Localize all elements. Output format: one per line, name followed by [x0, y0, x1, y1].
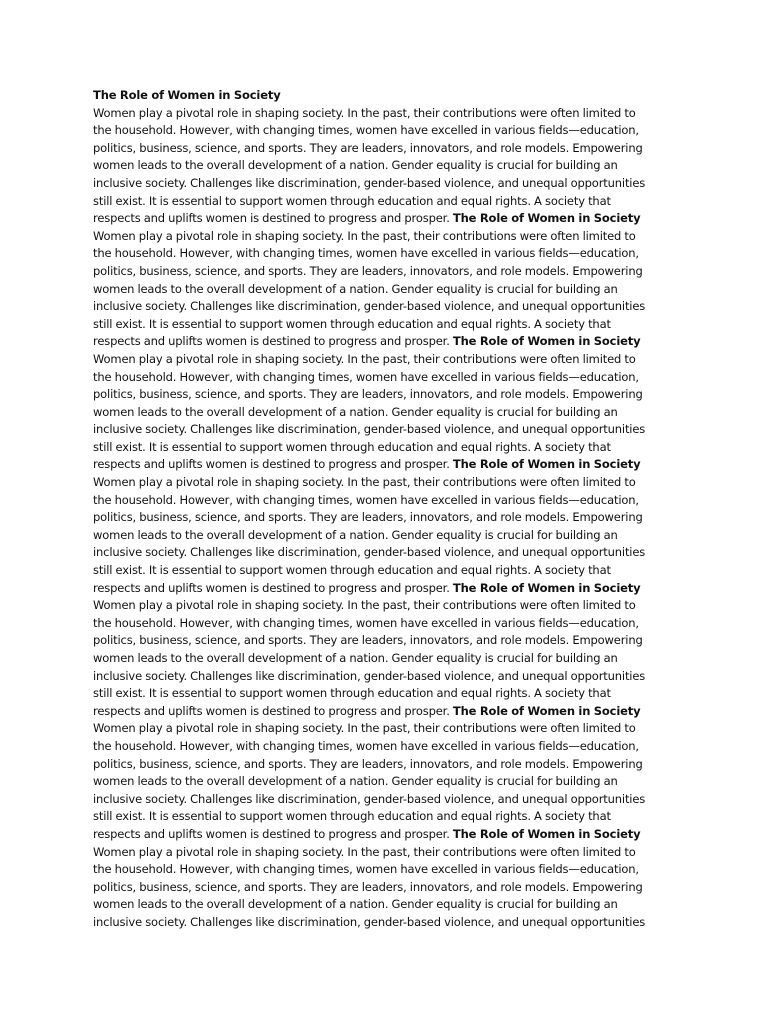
body-text: women leads to the overall development of a nation. Gender equality is crucial for building an [93, 774, 618, 789]
text-line [93, 263, 669, 281]
text-line [93, 650, 669, 668]
body-text: Women play a pivotal role in shaping society. In the past, their contributions were often limited to [93, 844, 636, 859]
body-text: the household. However, with changing times, women have excelled in various fields—education, [93, 615, 639, 630]
body-text: Women play a pivotal role in shaping society. In the past, their contributions were often limited to [93, 721, 636, 736]
body-text: politics, business, science, and sports. They are leaders, innovators, and role models. Empowering [93, 633, 643, 648]
text-line [93, 738, 669, 756]
text-line [93, 316, 669, 334]
body-text: women leads to the overall development of a nation. Gender equality is crucial for building an [93, 404, 618, 419]
body-text: respects and uplifts women is destined to progress and prosper. [93, 211, 453, 226]
section-heading: The Role of Women in Society [452, 826, 641, 841]
body-text: Women play a pivotal role in shaping society. In the past, their contributions were often limited to [93, 598, 636, 613]
text-line [93, 668, 669, 686]
body-text: the household. However, with changing times, women have excelled in various fields—education, [93, 369, 639, 384]
text-line [93, 861, 669, 879]
text-line [93, 369, 669, 387]
text-line [93, 193, 669, 211]
text-line [93, 281, 669, 299]
section-heading: The Role of Women in Society [452, 334, 641, 349]
text-line [93, 580, 669, 598]
text-line [93, 140, 669, 158]
text-line [93, 509, 669, 527]
body-text: still exist. It is essential to support women through education and equal rights. A society that [93, 686, 611, 701]
section-heading: The Role of Women in Society [93, 88, 281, 102]
body-text: the household. However, with changing times, women have excelled in various fields—education, [93, 862, 639, 877]
text-line [93, 615, 669, 633]
body-text: the household. However, with changing times, women have excelled in various fields—education, [93, 738, 639, 753]
body-text: inclusive society. Challenges like discrimination, gender-based violence, and unequal opportunities [93, 175, 646, 190]
text-line [93, 844, 669, 862]
text-line [93, 105, 669, 123]
text-line [93, 87, 669, 105]
text-line [93, 527, 669, 545]
section-heading: The Role of Women in Society [452, 580, 641, 595]
text-line [93, 879, 669, 897]
body-text: respects and uplifts women is destined to progress and prosper. [93, 703, 453, 718]
body-text: inclusive society. Challenges like discrimination, gender-based violence, and unequal opportunities [93, 791, 646, 806]
text-line [93, 386, 669, 404]
text-line [93, 421, 669, 439]
body-text: still exist. It is essential to support women through education and equal rights. A society that [93, 809, 611, 824]
text-line [93, 826, 669, 844]
body-text: respects and uplifts women is destined to progress and prosper. [93, 334, 453, 349]
text-line [93, 914, 669, 932]
section-heading: The Role of Women in Society [452, 457, 641, 472]
body-text: politics, business, science, and sports. They are leaders, innovators, and role models. Empowering [93, 510, 643, 525]
text-line [93, 351, 669, 369]
body-text: respects and uplifts women is destined to progress and prosper. [93, 826, 453, 841]
text-line [93, 439, 669, 457]
text-line [93, 562, 669, 580]
text-line [93, 175, 669, 193]
body-text: inclusive society. Challenges like discrimination, gender-based violence, and unequal opportunities [93, 545, 646, 560]
body-text: the household. However, with changing times, women have excelled in various fields—education, [93, 123, 639, 138]
text-line [93, 597, 669, 615]
body-text: politics, business, science, and sports. They are leaders, innovators, and role models. Empowering [93, 140, 643, 155]
body-text: respects and uplifts women is destined to progress and prosper. [93, 457, 453, 472]
body-text: women leads to the overall development of a nation. Gender equality is crucial for building an [93, 897, 618, 912]
body-text: still exist. It is essential to support women through education and equal rights. A society that [93, 316, 611, 331]
text-line [93, 298, 669, 316]
text-line [93, 773, 669, 791]
body-text: inclusive society. Challenges like discrimination, gender-based violence, and unequal opportunities [93, 299, 646, 314]
text-line [93, 756, 669, 774]
text-line [93, 122, 669, 140]
text-line [93, 333, 669, 351]
body-text: women leads to the overall development of a nation. Gender equality is crucial for building an [93, 651, 618, 665]
text-line [93, 791, 669, 809]
section-heading: The Role of Women in Society [452, 703, 641, 718]
body-text: inclusive society. Challenges like discrimination, gender-based violence, and unequal opportunities [93, 422, 646, 437]
body-text: Women play a pivotal role in shaping society. In the past, their contributions were often limited to [93, 351, 636, 366]
body-text: inclusive society. Challenges like discrimination, gender-based violence, and unequal opportunities [93, 914, 646, 929]
body-text: politics, business, science, and sports. They are leaders, innovators, and role models. Empowering [93, 387, 643, 402]
body-text: politics, business, science, and sports. They are leaders, innovators, and role models. Empowering [93, 879, 643, 894]
body-text: still exist. It is essential to support women through education and equal rights. A society that [93, 563, 611, 578]
body-text: politics, business, science, and sports. They are leaders, innovators, and role models. Empowering [93, 756, 643, 771]
body-text: women leads to the overall development of a nation. Gender equality is crucial for building an [93, 158, 618, 173]
text-line [93, 632, 669, 650]
text-line [93, 456, 669, 474]
text-line [93, 157, 669, 175]
text-line [93, 210, 669, 228]
text-line [93, 404, 669, 422]
text-line [93, 896, 669, 914]
text-line [93, 544, 669, 562]
text-line [93, 245, 669, 263]
body-text: still exist. It is essential to support women through education and equal rights. A society that [93, 439, 611, 454]
document-body [93, 87, 669, 932]
text-line [93, 703, 669, 721]
body-text: the household. However, with changing times, women have excelled in various fields—education, [93, 246, 639, 261]
section-heading: The Role of Women in Society [452, 211, 641, 226]
text-line [93, 474, 669, 492]
body-text: women leads to the overall development of a nation. Gender equality is crucial for building an [93, 527, 618, 542]
text-line [93, 808, 669, 826]
body-text: inclusive society. Challenges like discrimination, gender-based violence, and unequal opportunities [93, 668, 646, 683]
body-text: politics, business, science, and sports. They are leaders, innovators, and role models. Empowering [93, 263, 643, 278]
body-text: respects and uplifts women is destined to progress and prosper. [93, 580, 453, 595]
text-line [93, 720, 669, 738]
body-text: still exist. It is essential to support women through education and equal rights. A society that [93, 193, 611, 208]
body-text: the household. However, with changing times, women have excelled in various fields—education, [93, 492, 639, 507]
text-line [93, 685, 669, 703]
body-text: Women play a pivotal role in shaping society. In the past, their contributions were often limited to [93, 475, 636, 490]
body-text: women leads to the overall development of a nation. Gender equality is crucial for building an [93, 281, 618, 296]
text-line [93, 228, 669, 246]
body-text: Women play a pivotal role in shaping society. In the past, their contributions were often limited to [93, 105, 636, 120]
body-text: Women play a pivotal role in shaping society. In the past, their contributions were often limited to [93, 228, 636, 243]
text-line [93, 492, 669, 510]
